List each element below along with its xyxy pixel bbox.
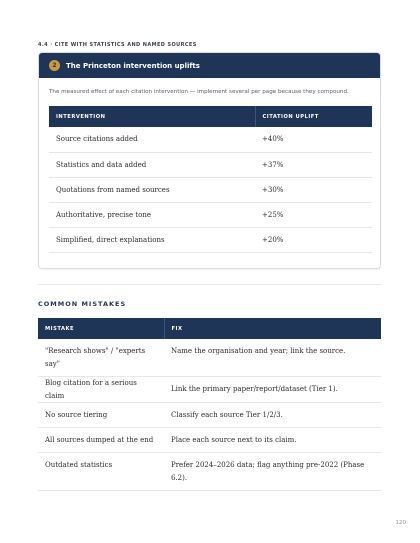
table-row xyxy=(38,453,381,491)
table-header-row xyxy=(38,318,381,339)
table-row xyxy=(38,377,381,403)
table-row xyxy=(38,428,381,453)
intervention-cell: Simplified, direct explanations xyxy=(49,227,255,252)
column-header-intervention: INTERVENTION xyxy=(49,106,255,127)
table-row xyxy=(49,202,372,227)
mistakes-table xyxy=(38,318,381,491)
table-row xyxy=(38,339,381,377)
uplift-cell: +37% xyxy=(255,152,372,177)
column-header-fix: FIX xyxy=(164,318,381,339)
table-row xyxy=(49,227,372,252)
princeton-uplift-card xyxy=(38,52,381,269)
mistake-cell: "Research shows" / "experts say" xyxy=(38,339,164,377)
fix-cell: Classify each source Tier 1/2/3. xyxy=(164,403,381,428)
common-mistakes-heading: COMMON MISTAKES xyxy=(38,300,127,308)
section-divider xyxy=(38,284,381,285)
column-header-mistake: MISTAKE xyxy=(38,318,164,339)
intervention-cell: Authoritative, precise tone xyxy=(49,202,255,227)
card-title: The Princeton intervention uplifts xyxy=(66,61,200,70)
fix-cell: Link the primary paper/report/dataset (Tier 1). xyxy=(164,377,381,403)
intervention-cell: Source citations added xyxy=(49,127,255,152)
table-row xyxy=(49,177,372,202)
intervention-cell: Quotations from named sources xyxy=(49,177,255,202)
table-row xyxy=(49,152,372,177)
fix-cell: Prefer 2024–2026 data; flag anything pre-2022 (Phase 6.2). xyxy=(164,453,381,491)
uplift-table xyxy=(49,106,372,253)
card-header xyxy=(39,53,380,78)
table-row xyxy=(49,127,372,152)
mistake-cell: All sources dumped at the end xyxy=(38,428,164,453)
uplift-cell: +25% xyxy=(255,202,372,227)
intervention-cell: Statistics and data added xyxy=(49,152,255,177)
mistake-cell: Outdated statistics xyxy=(38,453,164,491)
mistake-cell: No source tiering xyxy=(38,403,164,428)
uplift-cell: +40% xyxy=(255,127,372,152)
fix-cell: Place each source next to its claim. xyxy=(164,428,381,453)
fix-cell: Name the organisation and year; link the source. xyxy=(164,339,381,377)
step-badge: 2 xyxy=(49,60,60,71)
uplift-cell: +20% xyxy=(255,227,372,252)
column-header-uplift: CITATION UPLIFT xyxy=(255,106,372,127)
card-description: The measured effect of each citation intervention — implement several per page because they compound. xyxy=(49,89,349,95)
page-number: 120 xyxy=(395,520,406,526)
table-row xyxy=(38,403,381,428)
table-header-row xyxy=(49,106,372,127)
mistake-cell: Blog citation for a serious claim xyxy=(38,377,164,403)
section-label: 4.4 · CITE WITH STATISTICS AND NAMED SOURCES xyxy=(38,42,197,48)
uplift-cell: +30% xyxy=(255,177,372,202)
